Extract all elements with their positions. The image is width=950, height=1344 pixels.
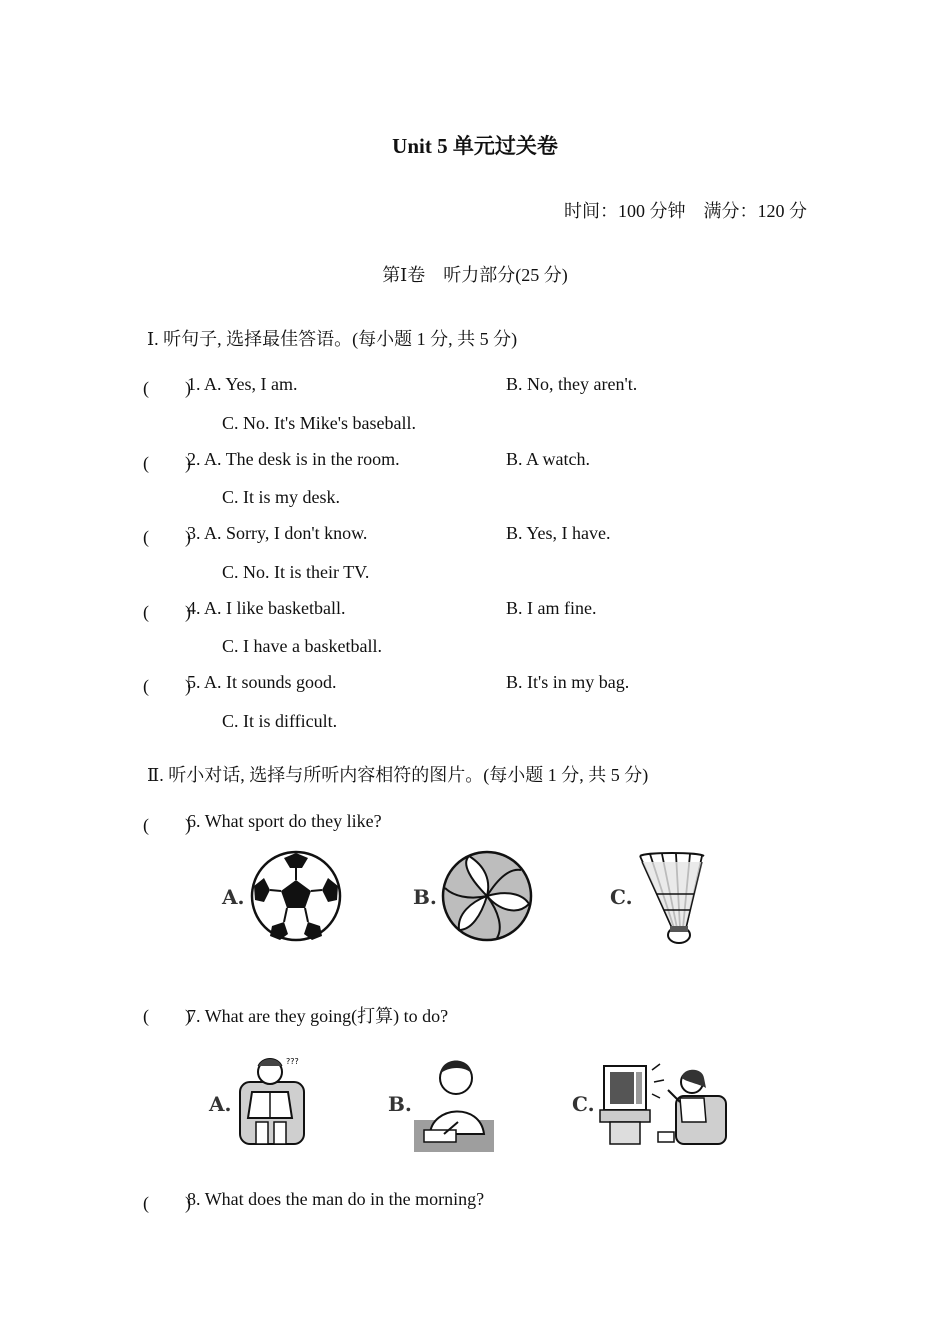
part-heading: 第Ⅰ卷 听力部分(25 分) bbox=[382, 265, 568, 285]
question-text: What does the man do in the morning? bbox=[204, 1189, 485, 1209]
answer-blank[interactable]: ( ) bbox=[143, 453, 191, 473]
option-a: A. The desk is in the room. bbox=[204, 449, 400, 469]
option-c: C. No. It's Mike's baseball. bbox=[222, 413, 416, 433]
question-number: 2. bbox=[187, 449, 201, 469]
shuttlecock-icon bbox=[636, 850, 708, 946]
picture-label-a: A. bbox=[222, 885, 245, 909]
answer-blank[interactable]: ( ) bbox=[143, 378, 191, 398]
page-title: Unit 5 单元过关卷 bbox=[392, 134, 558, 158]
picture-label-c: C. bbox=[610, 885, 633, 909]
answer-blank[interactable]: ( ) bbox=[143, 527, 191, 547]
question-5 bbox=[187, 672, 337, 693]
volleyball-icon bbox=[441, 850, 533, 942]
picture-label-c: C. bbox=[572, 1092, 595, 1116]
section-heading-1: Ⅰ. 听句子, 选择最佳答语。(每小题 1 分, 共 5 分) bbox=[147, 329, 518, 349]
option-a: A. Yes, I am. bbox=[204, 374, 298, 394]
question-4 bbox=[187, 598, 345, 619]
svg-text:???: ??? bbox=[286, 1057, 299, 1066]
writing-boy-icon bbox=[414, 1052, 494, 1152]
exam-meta: 时间：100 分钟 满分：120 分 bbox=[564, 201, 807, 221]
answer-blank[interactable]: ( ) bbox=[143, 676, 191, 696]
picture-label-b: B. bbox=[388, 1092, 412, 1116]
question-number: 8. bbox=[187, 1189, 201, 1209]
question-number: 5. bbox=[187, 672, 201, 692]
option-b: B. No, they aren't. bbox=[506, 374, 638, 394]
reading-man-icon bbox=[236, 1052, 308, 1150]
question-2 bbox=[187, 449, 400, 470]
option-b: B. A watch. bbox=[506, 449, 590, 469]
option-a: A. Sorry, I don't know. bbox=[204, 523, 368, 543]
question-number: 6. bbox=[187, 811, 201, 831]
option-c: C. It is my desk. bbox=[222, 487, 341, 507]
picture-label-a: A. bbox=[209, 1092, 232, 1116]
option-a: A. It sounds good. bbox=[204, 672, 337, 692]
option-c: C. It is difficult. bbox=[222, 711, 338, 731]
answer-blank[interactable]: ( ) bbox=[143, 815, 191, 835]
option-b: B. Yes, I have. bbox=[506, 523, 611, 543]
option-b: B. It's in my bag. bbox=[506, 672, 630, 692]
question-1 bbox=[187, 374, 298, 395]
option-a: A. I like basketball. bbox=[204, 598, 346, 618]
question-text: What are they going(打算) to do? bbox=[204, 1006, 449, 1026]
option-c: C. I have a basketball. bbox=[222, 636, 382, 656]
question-number: 7. bbox=[187, 1006, 201, 1026]
question-7 bbox=[187, 1002, 448, 1028]
answer-blank[interactable]: ( ) bbox=[143, 1193, 191, 1213]
question-number: 4. bbox=[187, 598, 201, 618]
question-number: 1. bbox=[187, 374, 201, 394]
section-heading-2: Ⅱ. 听小对话, 选择与所听内容相符的图片。(每小题 1 分, 共 5 分) bbox=[147, 765, 649, 785]
question-6 bbox=[187, 811, 382, 832]
answer-blank[interactable]: ( ) bbox=[143, 602, 191, 622]
option-b: B. I am fine. bbox=[506, 598, 597, 618]
question-number: 3. bbox=[187, 523, 201, 543]
option-c: C. No. It is their TV. bbox=[222, 562, 370, 582]
soccer-ball-icon bbox=[250, 850, 342, 942]
picture-label-b: B. bbox=[413, 885, 437, 909]
question-8 bbox=[187, 1189, 484, 1210]
answer-blank[interactable]: ( ) bbox=[143, 1006, 191, 1026]
question-text: What sport do they like? bbox=[204, 811, 382, 831]
girl-watching-tv-icon bbox=[596, 1058, 730, 1150]
question-3 bbox=[187, 523, 367, 544]
